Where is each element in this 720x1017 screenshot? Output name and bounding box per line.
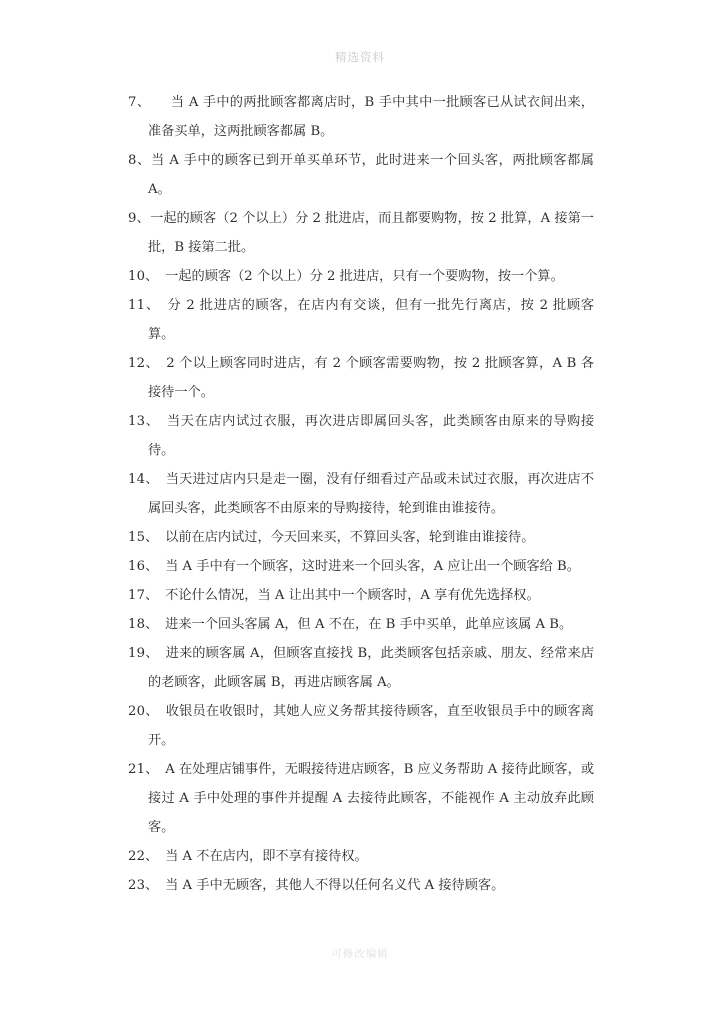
clause-number: 13、 — [128, 414, 154, 429]
clause-number: 22、 — [128, 849, 152, 864]
header-watermark: 精选资料 — [335, 50, 385, 64]
clause-text: 当天在店内试过衣服，再次进店即属回头客，此类顾客由原来的导购接待。 — [148, 414, 595, 458]
footer-watermark: 可修改编辑 — [331, 948, 389, 960]
clause-text: A 在处理店铺事件，无暇接待进店顾客，B 应义务帮助 A 接待此顾客，或接过 A 手中处理的事件并提醒 A 去接待此顾客，不能视作 A 主动放弃此顾客。 — [148, 762, 595, 835]
clause-number: 9、 — [128, 211, 151, 226]
page-header — [0, 46, 720, 65]
clause-gap — [152, 646, 165, 661]
clause-number: 18、 — [128, 617, 152, 632]
clause-item — [128, 465, 594, 523]
clause-gap — [152, 559, 165, 574]
clause-text: 进来的顾客属 A，但顾客直接找 B，此类顾客包括亲戚、朋友、经常来店的老顾客，此顾客属 B，再进店顾客属 A。 — [148, 646, 594, 690]
clause-number: 7、 — [128, 95, 144, 110]
clause-number: 8、 — [128, 153, 151, 168]
clause-gap — [152, 849, 165, 864]
clause-item — [128, 610, 594, 639]
page-footer — [0, 942, 720, 961]
clause-number: 19、 — [128, 646, 153, 661]
clause-item — [128, 291, 594, 349]
clause-item — [128, 697, 594, 755]
clause-item — [128, 639, 594, 697]
clause-item — [128, 842, 594, 871]
clause-gap — [152, 588, 165, 603]
clause-item — [128, 871, 594, 900]
clause-text: 当 A 不在店内，即不享有接待权。 — [165, 849, 368, 864]
clause-number: 16、 — [128, 559, 152, 574]
clause-text: 当 A 手中的两批顾客都离店时，B 手中其中一批顾客已从试衣间出来，准备买单，这两批顾客都属 B。 — [148, 95, 594, 139]
clause-item — [128, 581, 594, 610]
clause-text: 进来一个回头客属 A，但 A 不在，在 B 手中买单，此单应该属 A B。 — [165, 617, 573, 632]
clause-text: 2 个以上顾客同时进店，有 2 个顾客需要购物，按 2 批顾客算，A B 各接待一个。 — [148, 356, 595, 400]
clause-text: 收银员在收银时，其她人应义务帮其接待顾客，直至收银员手中的顾客离开。 — [148, 704, 595, 748]
clause-number: 11、 — [128, 298, 154, 313]
clause-number: 23、 — [128, 878, 152, 893]
clause-text: 当 A 手中无顾客，其他人不得以任何名义代 A 接待顾客。 — [165, 878, 505, 893]
clause-gap — [152, 617, 165, 632]
clause-number: 15、 — [128, 530, 152, 545]
clause-text: 以前在店内试过，今天回来买，不算回头客，轮到谁由谁接待。 — [165, 530, 535, 545]
clause-gap — [152, 878, 165, 893]
clause-gap — [153, 356, 167, 371]
clause-gap — [152, 762, 165, 777]
clause-gap — [152, 472, 165, 487]
clause-gap — [153, 414, 167, 429]
clause-number: 17、 — [128, 588, 152, 603]
clause-gap — [152, 269, 165, 284]
clause-text: 当 A 手中有一个顾客，这时进来一个回头客，A 应让出一个顾客给 B。 — [165, 559, 580, 574]
clause-item — [128, 88, 594, 146]
clause-text: 一起的顾客（2 个以上）分 2 批进店，只有一个要购物，按一个算。 — [165, 269, 564, 284]
clause-gap — [144, 95, 171, 110]
clause-item — [128, 204, 594, 262]
clause-text: 不论什么情况，当 A 让出其中一个顾客时，A 享有优先选择权。 — [165, 588, 540, 603]
clause-item — [128, 552, 594, 581]
clause-list — [128, 88, 599, 900]
clause-gap — [152, 704, 165, 719]
clause-item — [128, 262, 594, 291]
clause-item — [128, 523, 594, 552]
clause-item — [128, 407, 594, 465]
clause-text: 分 2 批进店的顾客，在店内有交谈，但有一批先行离店，按 2 批顾客算。 — [148, 298, 595, 342]
clause-gap — [154, 298, 168, 313]
clause-item — [128, 146, 599, 204]
clause-item — [128, 349, 594, 407]
clause-text: 当 A 手中的顾客已到开单买单环节，此时进来一个回头客，两批顾客都属 A。 — [148, 153, 599, 197]
clause-gap — [152, 530, 165, 545]
clause-text: 当天进过店内只是走一圈，没有仔细看过产品或未试过衣服，再次进店不属回头客，此类顾客不由原来的导购接待，轮到谁由谁接待。 — [148, 472, 595, 516]
clause-number: 21、 — [128, 762, 153, 777]
clause-text: 一起的顾客（2 个以上）分 2 批进店，而且都要购物，按 2 批算，A 接第一批，B 接第二批。 — [148, 211, 594, 255]
clause-item — [128, 755, 594, 842]
clause-number: 10、 — [128, 269, 152, 284]
clause-number: 20、 — [128, 704, 153, 719]
clause-number: 14、 — [128, 472, 153, 487]
clause-number: 12、 — [128, 356, 153, 371]
